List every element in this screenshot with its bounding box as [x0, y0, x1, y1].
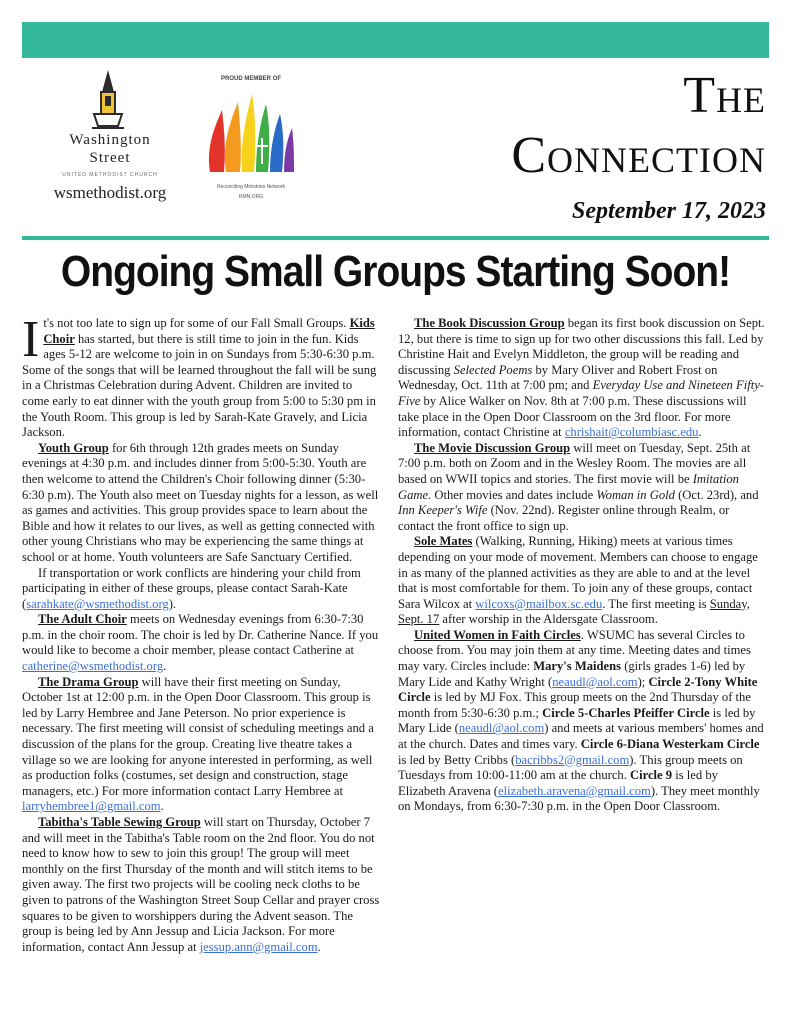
movie-title-2: Woman in Gold — [596, 487, 675, 502]
masthead-connection: Connection — [511, 127, 766, 184]
elizabeth-email-link[interactable]: elizabeth.aravena@gmail.com — [498, 783, 651, 798]
circle-9: Circle 9 — [630, 768, 673, 783]
movie-title-1: Imitation Game. — [398, 471, 739, 502]
adult-choir-heading: The Adult Choir — [38, 612, 127, 627]
larry-email-link[interactable]: larryhembree1@gmail.com — [22, 799, 161, 814]
uwf-heading: United Women in Faith Circles — [414, 627, 581, 642]
drop-cap: I — [22, 311, 40, 368]
logo-line-2: Street — [89, 150, 131, 166]
headline: Ongoing Small Groups Starting Soon! — [60, 248, 731, 297]
movie-title-3: Inn Keeper's Wife — [398, 503, 488, 518]
mary-email-link-1[interactable]: neaudl@aol.com — [552, 674, 638, 689]
right-column — [398, 316, 768, 815]
first-meeting-date: Sunday, Sept. 17 — [398, 596, 750, 627]
book-title-1: Selected Poems — [453, 362, 533, 377]
rmn-name: Reconciling Ministries Network — [216, 184, 286, 190]
mary-email-link-2[interactable]: neaudl@aol.com — [458, 721, 545, 736]
rainbow-flame-icon — [204, 88, 296, 172]
steeple-icon — [88, 68, 128, 132]
book-title-2: Everyday Use and Nineteen Fifty-Five — [398, 378, 764, 408]
kids-choir-paragraph: It's not too late to sign up for some of our Fall Small Groups. Kids Choir has started, but there is still time to join in the fun. Kids ages 5-12 are welcome to join in on Sundays from 5:30-6:30 p.m. Some of the songs that will be learned throughout the fall will be sung in a Christmas Celebration during Advent. Children are invited to come early to eat dinner with the youth group from 5:00 to 5:30 pm in the Youth Room. This group is led by Sarah-Kate Gravely, and Licia Jackson. — [22, 311, 377, 440]
sara-email-link[interactable]: wilcoxs@mailbox.sc.edu — [475, 596, 603, 611]
movie-group-heading: The Movie Discussion Group — [414, 440, 571, 455]
circle-marys-maidens: Mary's Maidens — [533, 659, 622, 674]
sewing-group-paragraph: Tabitha's Table Sewing Group will start on Thursday, October 7 and will meet in the Tabitha's Table room on the 2nd floor. You do not need to know how to sew to join this group! The group will meet monthly on the first Thursday of the month and will stitch items to be given away. The first two projects will be cooling neck cloths to be given to patrons of the Washington Street Soup Cellar and prayer cross squares to be given to worshippers during the Advent season. The group is being led by Ann Jessup and Licia Jackson. For more information, contact Ann Jessup at jessup.ann@gmail.com. — [22, 815, 380, 954]
rmn-proud-member: PROUD MEMBER OF — [221, 76, 281, 82]
rmn-url: RMN.ORG — [238, 194, 264, 200]
adult-choir-paragraph: The Adult Choir meets on Wednesday evenings from 6:30-7:30 p.m. in the choir room. The choir is led by Dr. Catherine Nance. If you would like to become a choir member, please contact Catherine at catherine@wsmethodist.org. — [22, 612, 379, 674]
book-group-paragraph: The Book Discussion Group began its first book discussion on Sept. 12, but there is time to sign up for two other discussions this fall. Led by Christine Hait and Evelyn Middleton, the group will be reading and discussing Selected Poems by Mary Oliver and Robert Frost on Wednesday, Oct. 11th at 7:00 pm; and Everyday Use and Nineteen Fifty-Five by Alice Walker on Nov. 8th at 7:00 p.m. These discussions will take place in the Open Door Classroom on the 3rd floor. For more information, contact Christine at chrishait@columbiasc.edu. — [398, 316, 765, 440]
logo-line-3: UNITED METHODIST CHURCH — [62, 172, 158, 178]
sole-mates-heading: Sole Mates — [414, 534, 473, 549]
sole-mates-paragraph: Sole Mates (Walking, Running, Hiking) meets at various times depending on your mode of movement. Members can choose to engage in as many of the planned activities as they are able to and at the level that is most comfortable for them. To join any of these groups, contact Sara Wilcox at wilcoxs@mailbox.sc.edu. The first meeting is Sunday, Sept. 17 after worship in the Aldersgate Classroom. — [398, 534, 758, 627]
sewing-group-heading: Tabitha's Table Sewing Group — [38, 815, 201, 829]
youth-group-paragraph: Youth Group for 6th through 12th grades meets on Sunday evenings at 4:30 p.m. and includes dinner from 5:00-5:30. Youth are then welcome to attend the Children's Choir following dinner (5:30-6:30 p.m). The Youth also meet on Tuesday nights for a lesson, as well as games and activities. This group provides space to learn about the Bible and how it relates to our lives, as well as getting connected with other young Christians who may be experiencing the same things at school or at home. Youth volunteers are Safe Sanctuary Certified. — [22, 440, 379, 564]
youth-group-heading: Youth Group — [38, 440, 109, 455]
website-link[interactable]: wsmethodist.org — [53, 183, 167, 202]
top-accent-bar — [22, 22, 769, 58]
circle-2: Circle 2-Tony White Circle — [398, 674, 758, 705]
catherine-email-link[interactable]: catherine@wsmethodist.org — [22, 659, 164, 674]
movie-group-paragraph: The Movie Discussion Group will meet on Tuesday, Sept. 25th at 7:00 p.m. both on Zoom and in the Wesley Room. The movies are all based on WWII topics and stories. The first movie will be Imitation Game. Other movies and dates include Woman in Gold (Oct. 23rd), and Inn Keeper's Wife (Nov. 22nd). Register online through Realm, or contact the front office to sign up. — [398, 440, 759, 533]
masthead-rule — [22, 236, 769, 240]
circle-5: Circle 5-Charles Pfeiffer Circle — [542, 705, 710, 720]
book-group-heading: The Book Discussion Group — [414, 316, 565, 330]
issue-date: September 17, 2023 — [572, 198, 766, 224]
masthead-the: The — [683, 67, 766, 124]
ann-email-link[interactable]: jessup.ann@gmail.com — [199, 939, 318, 954]
kids-choir-heading: Kids Choir — [43, 316, 375, 346]
drama-group-paragraph: The Drama Group will have their first meeting on Sunday, October 1st at 12:00 p.m. in the Open Door Classroom. This group is led by Larry Hembree and Jane Peterson. No prior experience is necessary. The first meeting will consist of scheduling meetings and a discussion of the plans for the group. Creating live theatre takes a village so we are looking for anyone interested in performing, as well as production folks (costumes, set design and construction, stage managers, etc.) For more information contact Larry Hembree at larryhembree1@gmail.com. — [22, 674, 374, 814]
rmn-logo — [196, 76, 306, 211]
transportation-paragraph: If transportation or work conflicts are hindering your child from participating in either of these groups, please contact Sarah-Kate (sarahkate@wsmethodist.org). — [22, 565, 361, 611]
uwf-circles-paragraph: United Women in Faith Circles. WSUMC has several Circles to choose from. You may join them at any time. Meeting dates and times may vary. Circles include: Mary's Maidens (girls grades 1-6) led by Mary Lide and Kathy Wright (neaudl@aol.com); Circle 2-Tony White Circle is led by MJ Fox. This group meets on the 2nd Thursday of the month from 5:30-6:30 p.m.; Circle 5-Charles Pfeiffer Circle is led by Mary Lide (neaudl@aol.com) and meets at various members' homes and at the church. Dates and times vary. Circle 6-Diana Westerkam Circle is led by Betty Cribbs (bacribbs2@gmail.com). This group meets on Tuesdays from 10:00-11:00 am at the church. Circle 9 is led by Elizabeth Aravena (elizabeth.aravena@gmail.com). They meet monthly on Mondays, from 6:30-7:30 p.m. in the Open Door Classroom. — [398, 627, 764, 814]
betty-email-link[interactable]: bacribbs2@gmail.com — [515, 752, 630, 767]
drama-group-heading: The Drama Group — [38, 674, 139, 689]
logo-line-1: Washington — [69, 132, 151, 148]
circle-6: Circle 6-Diana Westerkam Circle — [580, 737, 760, 752]
christine-email-link[interactable]: chrishait@columbiasc.edu — [564, 425, 699, 440]
left-column — [22, 311, 380, 955]
sarahkate-email-link[interactable]: sarahkate@wsmethodist.org — [26, 596, 169, 611]
